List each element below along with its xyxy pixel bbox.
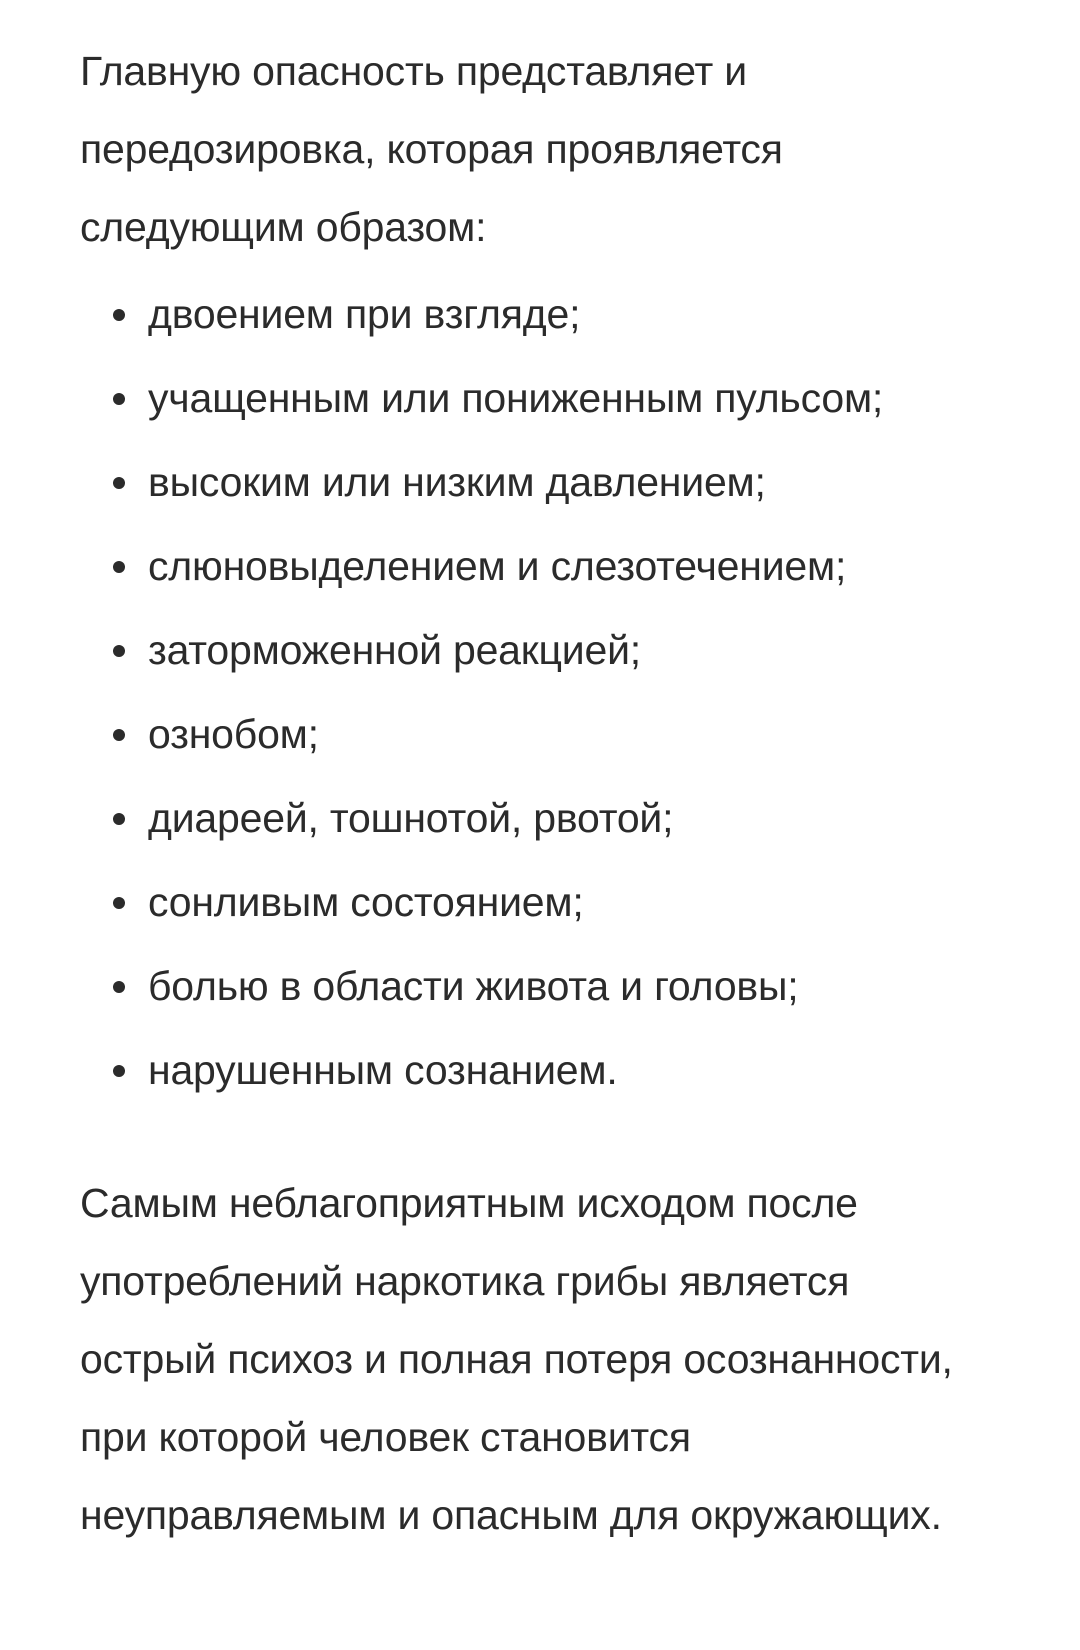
list-item-text: слюновыделением и слезотечением; (148, 543, 847, 589)
bullet-icon (113, 729, 125, 741)
intro-paragraph: Главную опасность представляет и передозировка, которая проявляется следующим образом: (80, 48, 783, 250)
bullet-icon (113, 1065, 125, 1077)
list-item-text: болью в области живота и головы; (148, 963, 799, 1009)
symptom-list (80, 272, 1040, 1112)
list-item (80, 272, 1040, 356)
list-item (80, 944, 1040, 1028)
list-item (80, 860, 1040, 944)
list-item-text: диареей, тошнотой, рвотой; (148, 795, 674, 841)
list-item-text: заторможенной реакцией; (148, 627, 641, 673)
list-item (80, 440, 1040, 524)
bullet-icon (113, 813, 125, 825)
bullet-icon (113, 393, 125, 405)
bullet-icon (113, 981, 125, 993)
list-item (80, 524, 1040, 608)
list-item-text: ознобом; (148, 711, 319, 757)
bullet-icon (113, 309, 125, 321)
list-item-text: учащенным или пониженным пульсом; (148, 375, 884, 421)
list-item (80, 776, 1040, 860)
list-item-text: двоением при взгляде; (148, 291, 581, 337)
list-item (80, 608, 1040, 692)
list-item (80, 692, 1040, 776)
list-item-text: высоким или низким давлением; (148, 459, 766, 505)
list-item (80, 1028, 1040, 1112)
list-item-text: сонливым состоянием; (148, 879, 584, 925)
bullet-icon (113, 897, 125, 909)
bullet-icon (113, 645, 125, 657)
list-item (80, 356, 1040, 440)
list-item-text: нарушенным сознанием. (148, 1047, 618, 1093)
outcome-paragraph: Самым неблагоприятным исходом после употреблений наркотика грибы является острый психоз и полная потеря осознанности, при которой человек становится неуправляемым и опасным для окружающих. (80, 1180, 953, 1538)
bullet-icon (113, 561, 125, 573)
bullet-icon (113, 477, 125, 489)
